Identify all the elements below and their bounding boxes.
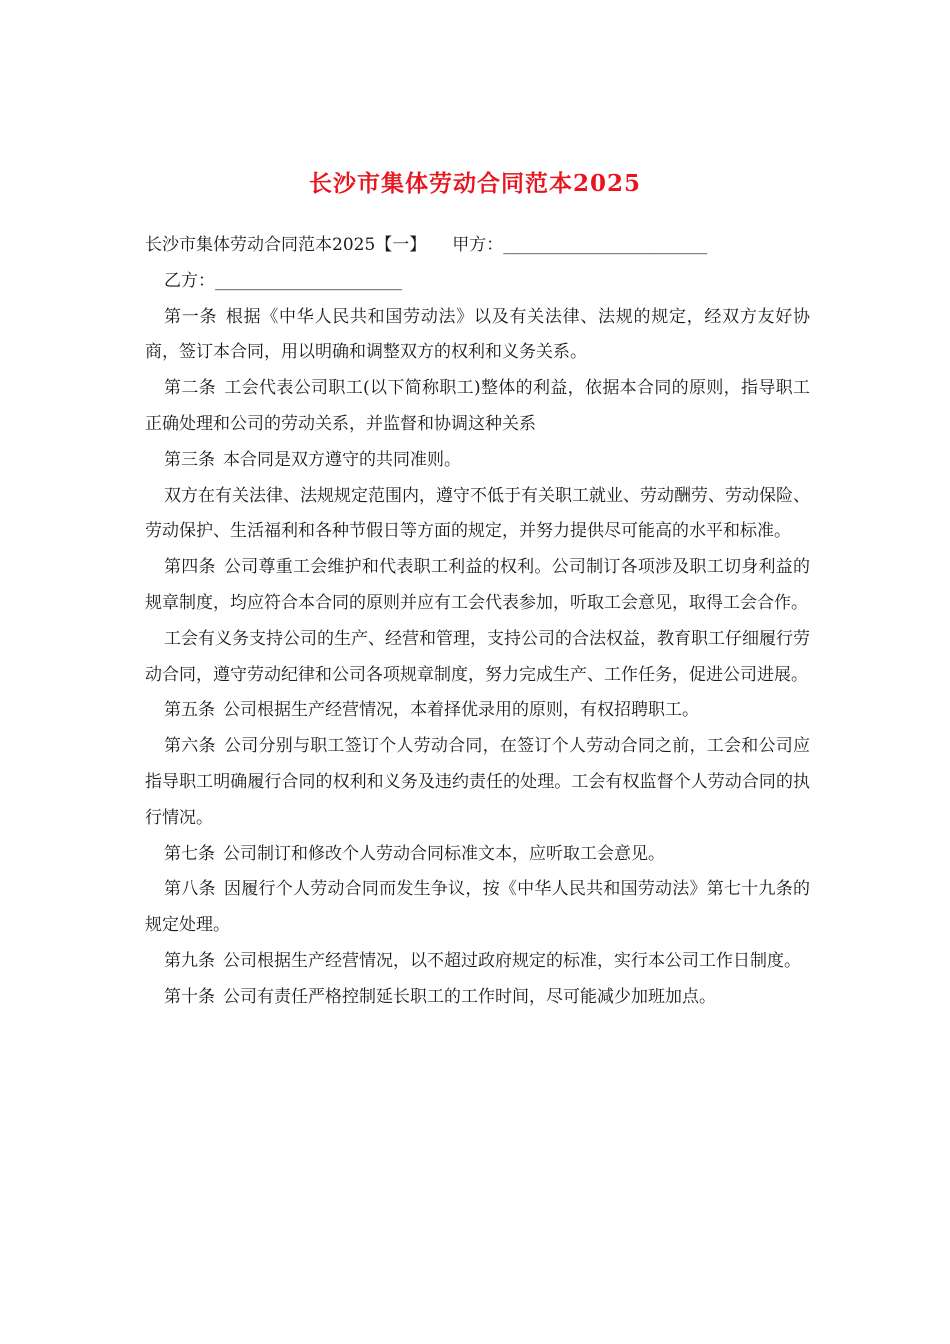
clause-text: 根据《中华人民共和国劳动法》以及有关法律、法规的规定，经双方友好协商，签订本合同，用以明确和调整双方的权利和义务关系。 — [145, 306, 811, 363]
body-paragraph — [145, 479, 810, 551]
clause-paragraph — [145, 980, 810, 1016]
clause-label: 第三条 — [164, 449, 215, 470]
clause-text: 因履行个人劳动合同而发生争议，按《中华人民共和国劳动法》第七十九条的规定处理。 — [145, 879, 811, 936]
clause-label: 第一条 — [164, 306, 218, 327]
clause-label: 第六条 — [164, 736, 216, 757]
clause-paragraph — [145, 550, 810, 622]
clause-paragraph — [145, 872, 810, 944]
clause-paragraph — [145, 837, 810, 873]
clause-paragraph — [145, 729, 810, 836]
clause-label: 第八条 — [164, 879, 216, 900]
clause-text: 公司分别与职工签订个人劳动合同，在签订个人劳动合同之前，工会和公司应指导职工明确履行合同的权利和义务及违约责任的处理。工会有权监督个人劳动合同的执行情况。 — [145, 736, 811, 828]
paragraph-text: 工会有义务支持公司的生产、经营和管理，支持公司的合法权益，教育职工仔细履行劳动合同，遵守劳动纪律和公司各项规章制度，努力完成生产、工作任务，促进公司进展。 — [145, 628, 810, 685]
clause-text: 工会代表公司职工(以下简称职工)整体的利益，依据本合同的原则，指导职工正确处理和公司的劳动关系，并监督和协调这种关系 — [145, 378, 811, 434]
paragraph-text: 双方在有关法律、法规规定范围内，遵守不低于有关职工就业、劳动酬劳、劳动保险、劳动保护、生活福利和各种节假日等方面的规定，并努力提供尽可能高的水平和标准。 — [145, 485, 810, 542]
body-paragraph — [145, 622, 810, 694]
document-title: 长沙市集体劳动合同范本2025 — [308, 170, 641, 198]
party-b-line — [145, 264, 810, 300]
clause-label: 第十条 — [164, 986, 215, 1007]
clause-label: 第五条 — [164, 700, 215, 721]
party-b-field: 乙方：______________________ — [164, 270, 402, 291]
party-a-field: 甲方：________________________ — [452, 235, 708, 255]
clause-label: 第七条 — [164, 843, 215, 864]
document-body — [145, 228, 810, 1016]
clause-text: 公司有责任严格控制延长职工的工作时间，尽可能减少加班加点。 — [223, 986, 716, 1007]
clause-text: 公司尊重工会维护和代表职工利益的权利。公司制订各项涉及职工切身利益的规章制度，均应符合本合同的原则并应有工会代表参加，听取工会意见，取得工会合作。 — [145, 557, 811, 613]
clause-paragraph — [145, 300, 810, 372]
clause-label: 第九条 — [164, 950, 215, 971]
clause-paragraph — [145, 371, 810, 443]
clause-paragraph — [145, 443, 810, 479]
intro-line — [145, 228, 810, 264]
clause-text: 公司制订和修改个人劳动合同标准文本，应听取工会意见。 — [223, 843, 665, 864]
clause-paragraph — [145, 693, 810, 729]
clause-text: 本合同是双方遵守的共同准则。 — [223, 449, 461, 470]
clause-text: 公司根据生产经营情况，本着择优录用的原则，有权招聘职工。 — [223, 700, 699, 721]
clause-label: 第四条 — [164, 557, 216, 578]
clause-label: 第二条 — [164, 378, 217, 399]
clause-paragraph — [145, 944, 810, 980]
intro-heading: 长沙市集体劳动合同范本2025【一】 — [145, 235, 427, 255]
clause-text: 公司根据生产经营情况，以不超过政府规定的标准，实行本公司工作日制度。 — [223, 950, 801, 971]
